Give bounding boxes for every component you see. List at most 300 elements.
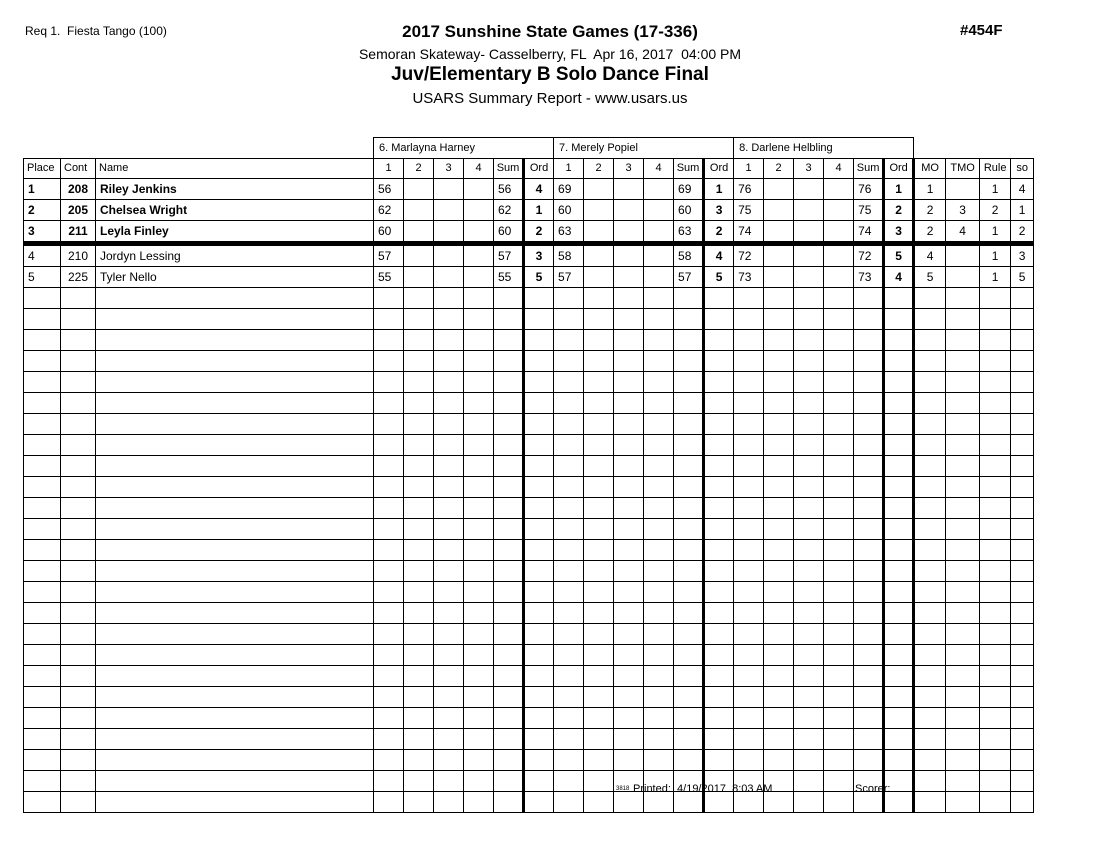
cell-j1-c1	[374, 476, 404, 497]
cell-j1-c1	[374, 686, 404, 707]
cell-j1-c2	[404, 623, 434, 644]
cell-j2-c3	[614, 686, 644, 707]
cell-rule	[980, 686, 1011, 707]
cell-name	[96, 728, 374, 749]
cell-j3-c1	[734, 749, 764, 770]
cell-name	[96, 665, 374, 686]
cell-place: 5	[24, 266, 61, 287]
cell-j3-c1	[734, 476, 764, 497]
header-j1-ord: Ord	[524, 158, 554, 178]
cell-j1-c3	[434, 497, 464, 518]
cell-j2-ord	[704, 413, 734, 434]
cell-j2-c4	[644, 665, 674, 686]
cell-place: 1	[24, 178, 61, 199]
cell-j1-ord: 3	[524, 243, 554, 266]
cell-j1-sum	[494, 455, 524, 476]
cell-mo	[914, 770, 946, 791]
cell-so	[1011, 455, 1034, 476]
cell-mo	[914, 707, 946, 728]
cell-name	[96, 455, 374, 476]
cell-j3-c1	[734, 581, 764, 602]
cell-j1-c1	[374, 392, 404, 413]
header-j1-3: 3	[434, 158, 464, 178]
cell-j2-c4	[644, 686, 674, 707]
cell-j2-sum	[674, 581, 704, 602]
result-row-3	[24, 220, 1034, 243]
cell-j1-c3	[434, 392, 464, 413]
cell-j1-c2	[404, 707, 434, 728]
cell-mo	[914, 644, 946, 665]
header-j2-2: 2	[584, 158, 614, 178]
cell-j1-c3	[434, 770, 464, 791]
cell-place	[24, 686, 61, 707]
cell-j1-c2	[404, 308, 434, 329]
cell-cont	[61, 287, 96, 308]
cell-j1-c3	[434, 623, 464, 644]
cell-j1-c4	[464, 371, 494, 392]
cell-j2-c4	[644, 623, 674, 644]
cell-j3-c1: 75	[734, 199, 764, 220]
cell-j2-c2	[584, 413, 614, 434]
cell-j1-c4	[464, 392, 494, 413]
cell-j2-c2	[584, 243, 614, 266]
header-j3-1: 1	[734, 158, 764, 178]
header-j2-3: 3	[614, 158, 644, 178]
cell-j3-sum	[854, 728, 884, 749]
cell-j2-c3	[614, 665, 644, 686]
cell-j2-c3	[614, 560, 644, 581]
cell-j1-sum	[494, 707, 524, 728]
cell-tmo	[946, 707, 980, 728]
cell-cont	[61, 539, 96, 560]
cell-j1-c3	[434, 434, 464, 455]
cell-j3-sum	[854, 560, 884, 581]
cell-j2-c4	[644, 178, 674, 199]
cell-j1-c2	[404, 665, 434, 686]
cell-j3-c2	[764, 665, 794, 686]
cell-j2-c1	[554, 287, 584, 308]
cell-rule	[980, 518, 1011, 539]
cell-j2-c1	[554, 770, 584, 791]
cell-place	[24, 749, 61, 770]
cell-j3-sum	[854, 749, 884, 770]
cell-j1-c1	[374, 434, 404, 455]
cell-j1-c3	[434, 686, 464, 707]
cell-rule	[980, 560, 1011, 581]
cell-j3-c3	[794, 413, 824, 434]
header-j1-sum: Sum	[494, 158, 524, 178]
cell-j1-c3	[434, 413, 464, 434]
cell-j1-ord	[524, 560, 554, 581]
cell-j1-c2	[404, 220, 434, 243]
cell-j3-c4	[824, 287, 854, 308]
cell-j3-sum	[854, 329, 884, 350]
cell-cont	[61, 371, 96, 392]
cell-so	[1011, 434, 1034, 455]
cell-rule: 1	[980, 220, 1011, 243]
cell-j1-c3	[434, 178, 464, 199]
cell-j1-ord	[524, 287, 554, 308]
cell-j2-sum	[674, 602, 704, 623]
cell-mo	[914, 560, 946, 581]
cell-j1-c4	[464, 749, 494, 770]
cell-j2-c3	[614, 266, 644, 287]
cell-j2-sum	[674, 728, 704, 749]
cell-j2-c3	[614, 243, 644, 266]
cell-j2-sum	[674, 476, 704, 497]
cell-tmo	[946, 686, 980, 707]
cell-tmo: 3	[946, 199, 980, 220]
cell-j1-ord	[524, 350, 554, 371]
cell-j1-ord	[524, 707, 554, 728]
cell-j3-sum	[854, 350, 884, 371]
cell-j2-c4	[644, 350, 674, 371]
cell-rule	[980, 728, 1011, 749]
cell-j1-c1	[374, 623, 404, 644]
cell-j1-c3	[434, 287, 464, 308]
cell-j3-sum	[854, 392, 884, 413]
cell-j3-ord: 3	[884, 220, 914, 243]
cell-mo	[914, 518, 946, 539]
cell-j2-ord	[704, 371, 734, 392]
cell-j3-c2	[764, 199, 794, 220]
cell-tmo	[946, 350, 980, 371]
cell-j2-c2	[584, 476, 614, 497]
cell-rule	[980, 602, 1011, 623]
cell-j3-c4	[824, 602, 854, 623]
cell-so	[1011, 770, 1034, 791]
cell-j1-c4	[464, 770, 494, 791]
cell-j3-sum	[854, 686, 884, 707]
cell-j1-c4	[464, 686, 494, 707]
cell-j2-c1	[554, 623, 584, 644]
cell-j3-c1	[734, 539, 764, 560]
cell-j2-sum	[674, 371, 704, 392]
cell-mo	[914, 581, 946, 602]
cell-j1-sum	[494, 308, 524, 329]
cell-j1-c1	[374, 602, 404, 623]
cell-j1-ord	[524, 770, 554, 791]
cell-j3-sum	[854, 623, 884, 644]
cell-j1-ord	[524, 329, 554, 350]
cell-tmo	[946, 178, 980, 199]
cell-j1-sum	[494, 560, 524, 581]
cell-j1-c2	[404, 644, 434, 665]
cell-j3-c2	[764, 243, 794, 266]
cell-name: Jordyn Lessing	[96, 243, 374, 266]
cell-j3-sum: 74	[854, 220, 884, 243]
cell-cont	[61, 602, 96, 623]
cell-j3-c4	[824, 665, 854, 686]
cell-j1-c2	[404, 329, 434, 350]
cell-j1-c3	[434, 199, 464, 220]
cell-mo	[914, 539, 946, 560]
cell-j1-c1	[374, 518, 404, 539]
cell-mo	[914, 308, 946, 329]
cell-place	[24, 728, 61, 749]
cell-j1-c4	[464, 623, 494, 644]
cell-j3-c3	[794, 602, 824, 623]
cell-place	[24, 518, 61, 539]
cell-j3-ord	[884, 539, 914, 560]
cell-j2-c2	[584, 728, 614, 749]
cell-j2-ord: 2	[704, 220, 734, 243]
cell-j3-c4	[824, 749, 854, 770]
cell-j3-c2	[764, 178, 794, 199]
cell-cont	[61, 392, 96, 413]
cell-j2-c3	[614, 602, 644, 623]
cell-j1-sum	[494, 518, 524, 539]
cell-cont	[61, 518, 96, 539]
cell-j1-sum: 55	[494, 266, 524, 287]
cell-name	[96, 476, 374, 497]
cell-j3-c4	[824, 199, 854, 220]
cell-rule: 1	[980, 266, 1011, 287]
cell-cont	[61, 455, 96, 476]
cell-j3-c4	[824, 539, 854, 560]
cell-so	[1011, 308, 1034, 329]
cell-cont	[61, 791, 96, 812]
empty-row	[24, 665, 1034, 686]
cell-j1-c4	[464, 644, 494, 665]
cell-j3-ord	[884, 434, 914, 455]
header-place: Place	[24, 158, 61, 178]
cell-j3-c2	[764, 476, 794, 497]
cell-j1-c2	[404, 434, 434, 455]
cell-place: 2	[24, 199, 61, 220]
cell-j1-sum	[494, 350, 524, 371]
cell-name	[96, 518, 374, 539]
header-j2-4: 4	[644, 158, 674, 178]
cell-j3-c2	[764, 497, 794, 518]
cell-j2-c4	[644, 287, 674, 308]
cell-j2-sum	[674, 350, 704, 371]
cell-mo	[914, 686, 946, 707]
cell-j2-sum	[674, 665, 704, 686]
cell-j1-sum	[494, 728, 524, 749]
cell-j3-c3	[794, 220, 824, 243]
cell-j3-c3	[794, 665, 824, 686]
cell-rule	[980, 434, 1011, 455]
cell-name	[96, 644, 374, 665]
cell-mo	[914, 434, 946, 455]
cell-j3-c4	[824, 476, 854, 497]
cell-j3-c1	[734, 644, 764, 665]
cell-so	[1011, 707, 1034, 728]
cell-j1-sum	[494, 434, 524, 455]
header-j3-2: 2	[764, 158, 794, 178]
cell-cont	[61, 728, 96, 749]
cell-j2-c1	[554, 560, 584, 581]
judge-header-2: 7. Merely Popiel	[554, 138, 734, 159]
cell-j2-c2	[584, 560, 614, 581]
cell-j1-c3	[434, 602, 464, 623]
cell-j3-sum: 76	[854, 178, 884, 199]
result-row-1	[24, 178, 1034, 199]
cell-j1-c1	[374, 350, 404, 371]
cell-j1-c3	[434, 749, 464, 770]
cell-rule: 2	[980, 199, 1011, 220]
empty-row	[24, 350, 1034, 371]
cell-j2-c2	[584, 392, 614, 413]
header-so: so	[1011, 158, 1034, 178]
cell-j1-ord	[524, 728, 554, 749]
cell-j2-sum	[674, 518, 704, 539]
cell-name	[96, 749, 374, 770]
cell-j1-sum	[494, 329, 524, 350]
cell-j1-c4	[464, 728, 494, 749]
cell-j3-sum: 72	[854, 243, 884, 266]
cell-j1-sum	[494, 581, 524, 602]
cell-j2-c1	[554, 791, 584, 812]
cell-j2-c1: 69	[554, 178, 584, 199]
cell-j1-c2	[404, 560, 434, 581]
cell-j1-c4	[464, 476, 494, 497]
cell-j2-c3	[614, 518, 644, 539]
cell-j3-c1	[734, 560, 764, 581]
cell-j3-c1	[734, 287, 764, 308]
cell-rule	[980, 287, 1011, 308]
cell-j1-c4	[464, 497, 494, 518]
cell-tmo	[946, 287, 980, 308]
cell-j1-ord	[524, 791, 554, 812]
cell-j3-ord: 1	[884, 178, 914, 199]
cell-place	[24, 308, 61, 329]
cell-rule	[980, 413, 1011, 434]
cell-j1-c4	[464, 602, 494, 623]
cell-mo	[914, 665, 946, 686]
cell-j3-c3	[794, 392, 824, 413]
cell-j1-c2	[404, 539, 434, 560]
cell-tmo	[946, 623, 980, 644]
empty-row	[24, 308, 1034, 329]
cell-j3-c3	[794, 749, 824, 770]
cell-j3-c4	[824, 455, 854, 476]
cell-mo	[914, 329, 946, 350]
requirement-label: Req 1. Fiesta Tango (100)	[25, 24, 167, 38]
cell-cont	[61, 413, 96, 434]
empty-row	[24, 476, 1034, 497]
cell-j1-c4	[464, 178, 494, 199]
cell-j3-ord	[884, 644, 914, 665]
cell-name: Tyler Nello	[96, 266, 374, 287]
cell-j3-c4	[824, 308, 854, 329]
cell-j1-c3	[434, 350, 464, 371]
cell-so	[1011, 560, 1034, 581]
cell-j1-sum	[494, 476, 524, 497]
cell-rule	[980, 770, 1011, 791]
cell-j2-c2	[584, 220, 614, 243]
cell-j1-c1: 55	[374, 266, 404, 287]
cell-place	[24, 476, 61, 497]
cell-j2-c1	[554, 749, 584, 770]
cell-j2-c4	[644, 220, 674, 243]
cell-place	[24, 329, 61, 350]
cell-tmo	[946, 497, 980, 518]
cell-j2-c2	[584, 749, 614, 770]
cell-j2-ord: 1	[704, 178, 734, 199]
cell-j1-c1	[374, 707, 404, 728]
cell-so	[1011, 413, 1034, 434]
cell-j3-c1	[734, 350, 764, 371]
cell-j1-c4	[464, 329, 494, 350]
cell-j3-c3	[794, 243, 824, 266]
cell-j2-c3	[614, 728, 644, 749]
cell-j3-c2	[764, 371, 794, 392]
cell-j2-c3	[614, 350, 644, 371]
cell-so	[1011, 287, 1034, 308]
cell-j3-c3	[794, 266, 824, 287]
cell-j2-sum	[674, 434, 704, 455]
cell-j1-c4	[464, 266, 494, 287]
cell-j1-sum	[494, 644, 524, 665]
cell-j2-ord	[704, 476, 734, 497]
cell-j2-c1	[554, 434, 584, 455]
cell-name	[96, 329, 374, 350]
cell-j2-sum	[674, 707, 704, 728]
cell-j2-c4	[644, 539, 674, 560]
cell-j3-c2	[764, 749, 794, 770]
cell-name	[96, 602, 374, 623]
cell-j3-c4	[824, 220, 854, 243]
cell-place: 4	[24, 243, 61, 266]
cell-j2-ord	[704, 749, 734, 770]
cell-j2-c3	[614, 178, 644, 199]
cell-j3-ord	[884, 581, 914, 602]
cell-name: Chelsea Wright	[96, 199, 374, 220]
cell-j2-c1	[554, 707, 584, 728]
cell-j2-c2	[584, 329, 614, 350]
cell-name	[96, 434, 374, 455]
cell-j1-sum: 57	[494, 243, 524, 266]
cell-j1-c4	[464, 413, 494, 434]
cell-cont	[61, 749, 96, 770]
header-mo: MO	[914, 158, 946, 178]
cell-cont	[61, 581, 96, 602]
cell-cont	[61, 497, 96, 518]
cell-j3-ord	[884, 749, 914, 770]
cell-j1-c3	[434, 243, 464, 266]
cell-j3-sum	[854, 518, 884, 539]
cell-j2-c3	[614, 220, 644, 243]
cell-j3-sum	[854, 602, 884, 623]
cell-name	[96, 287, 374, 308]
cell-j3-sum	[854, 434, 884, 455]
cell-j2-c1	[554, 665, 584, 686]
empty-row	[24, 644, 1034, 665]
cell-so	[1011, 665, 1034, 686]
cell-j3-c2	[764, 413, 794, 434]
cell-j1-c1: 62	[374, 199, 404, 220]
result-row-2	[24, 199, 1034, 220]
cell-j2-sum	[674, 686, 704, 707]
cell-j3-sum	[854, 371, 884, 392]
cell-rule: 1	[980, 178, 1011, 199]
cell-name	[96, 539, 374, 560]
cell-j1-ord	[524, 371, 554, 392]
cell-j1-c1	[374, 455, 404, 476]
cell-j1-c3	[434, 308, 464, 329]
cell-j1-c1: 57	[374, 243, 404, 266]
cell-j3-c1	[734, 497, 764, 518]
cell-j2-c3	[614, 287, 644, 308]
cell-j2-c2	[584, 791, 614, 812]
cell-j1-c1	[374, 581, 404, 602]
cell-j2-c3	[614, 392, 644, 413]
cell-place	[24, 287, 61, 308]
cell-j1-c4	[464, 518, 494, 539]
cell-j1-ord	[524, 665, 554, 686]
